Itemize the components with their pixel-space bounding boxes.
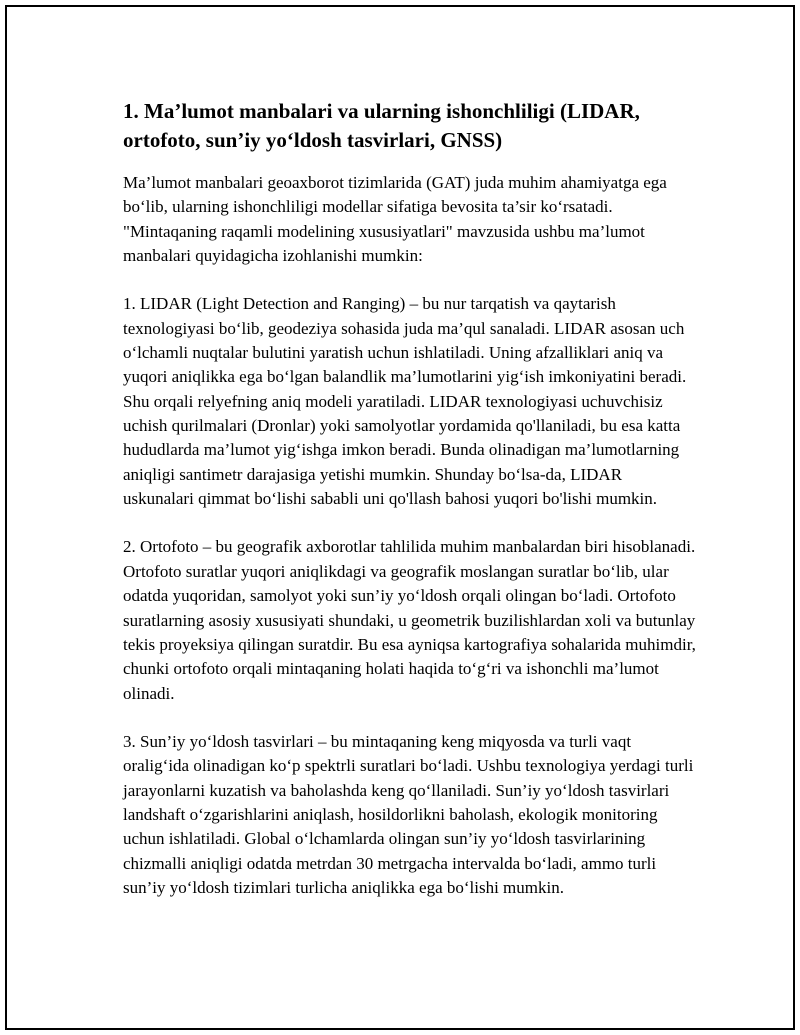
section-heading: 1. Ma’lumot manbalari va ularning ishonchliligi (LIDAR, ortofoto, sun’iy yo‘ldosh tasvirlari, GNSS) — [123, 99, 640, 152]
document-page — [5, 5, 795, 1030]
document-body — [123, 97, 697, 924]
ortofoto-paragraph: 2. Ortofoto – bu geografik axborotlar tahlilida muhim manbalardan biri hisoblanadi. Ortofoto suratlar yuqori aniqlikdagi va geografik moslangan suratlar bo‘lib, ular odatda yuqoridan, samolyot yoki sun’iy yo‘ldosh orqali olingan bo‘ladi. Ortofoto suratlarning asosiy xususiyati shundaki, u geometrik buzilishlardan xoli va butunlay tekis proyeksiya qilingan suratdir. Bu esa ayniqsa kartografiya sohalarida muhimdir, chunki ortofoto orqali mintaqaning holati haqida to‘g‘ri va ishonchli ma’lumot olinadi. — [123, 537, 696, 703]
lidar-paragraph: 1. LIDAR (Light Detection and Ranging) – bu nur tarqatish va qaytarish texnologiyasi bo‘lib, geodeziya sohasida juda ma’qul sanaladi. LIDAR asosan uch o‘lchamli nuqtalar bulutini yaratish uchun ishlatiladi. Uning afzalliklari aniq va yuqori aniqlikka ega bo‘lgan balandlik ma’lumotlarini yig‘ish imkoniyatini beradi. Shu orqali relyefning aniq modeli yaratiladi. LIDAR texnologiyasi uchuvchisiz uchish qurilmalari (Dronlar) yoki samolyotlar yordamida qo'llaniladi, bu esa katta hududlarda ma’lumot yig‘ishga imkon beradi. Bunda olinadigan ma’lumotlarning aniqligi santimetr darajasiga yetishi mumkin. Shunday bo‘lsa-da, LIDAR uskunalari qimmat bo‘lishi sababli uni qo'llash bahosi yuqori bo'lishi mumkin. — [123, 294, 687, 509]
intro-paragraph: Ma’lumot manbalari geoaxborot tizimlarida (GAT) juda muhim ahamiyatga ega bo‘lib, ularning ishonchliligi modellar sifatiga bevosita ta’sir ko‘rsatadi. "Mintaqaning raqamli modelining xususiyatlari" mavzusida ushbu ma’lumot manbalari quyidagicha izohlanishi mumkin: — [123, 173, 667, 266]
satellite-paragraph: 3. Sun’iy yo‘ldosh tasvirlari – bu mintaqaning keng miqyosda va turli vaqt oralig‘ida olinadigan ko‘p spektrli suratlari bo‘ladi. Ushbu texnologiya yerdagi turli jarayonlarni kuzatish va baholashda keng qo‘llaniladi. Sun’iy yo‘ldosh tasvirlari landshaft o‘zgarishlarini aniqlash, hosildorlikni baholash, ekologik monitoring uchun ishlatiladi. Global o‘lchamlarda olingan sun’iy yo‘ldosh tasvirlarining chizmalli aniqligi odatda metrdan 30 metrgacha intervalda bo‘ladi, ammo turli sun’iy yo‘ldosh tizimlari turlicha aniqlikka ega bo‘lishi mumkin. — [123, 731, 694, 897]
